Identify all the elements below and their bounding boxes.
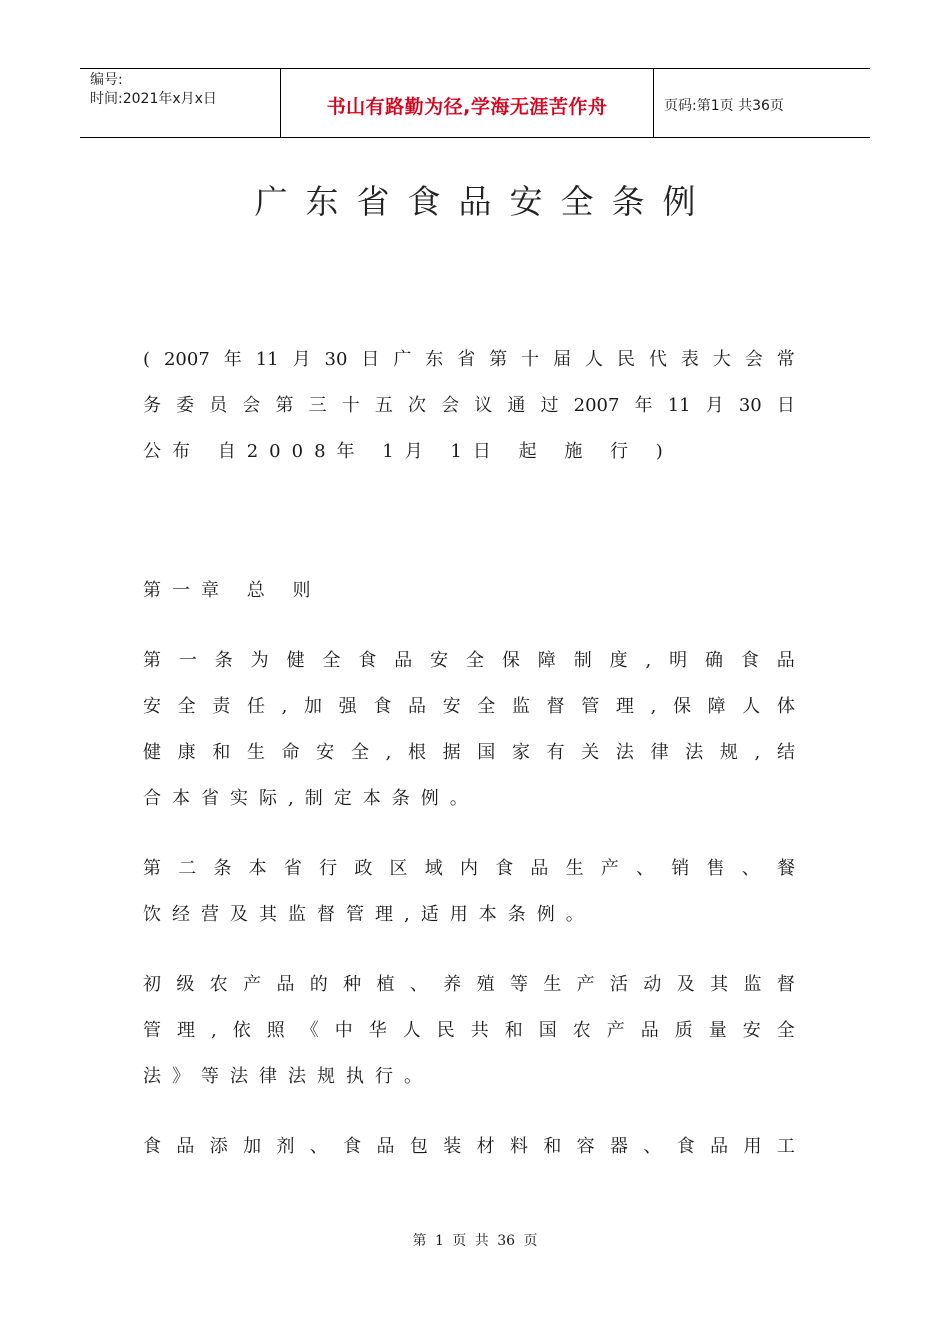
text-line: 合本省实际,制定本条例。 — [143, 788, 479, 809]
text-line: 管 理 , 依 照 《 中 华 人 民 共 和 国 农 产 品 质 量 安 全 — [143, 1020, 795, 1041]
text-line: 公布 自2008年 1月 1日 起 施 行 ) — [143, 441, 674, 462]
header-meta — [80, 69, 281, 137]
document-header — [80, 68, 870, 138]
text-line: 法》等法律法规执行。 — [143, 1066, 433, 1087]
page-footer: 第 1 页 共 36 页 — [412, 1233, 538, 1249]
text-line: ( 2007 年 11 月 30 日 广 东 省 第 十 届 人 民 代 表 大 会 常 — [143, 349, 795, 370]
text-line: 第 一 条 为 健 全 食 品 安 全 保 障 制 度 , 明 确 食 品 — [143, 650, 795, 671]
text-line: 健 康 和 生 命 安 全 , 根 据 国 家 有 关 法 律 法 规 , 结 — [143, 742, 795, 763]
text-line: 第 二 条 本 省 行 政 区 域 内 食 品 生 产 、 销 售 、 餐 — [143, 858, 795, 879]
header-page-info: 页码:第1页 共36页 — [664, 98, 784, 114]
header-time-label: 时间:2021年x月x日 — [90, 91, 217, 107]
header-motto: 书山有路勤为径,学海无涯苦作舟 — [281, 69, 654, 137]
text-line: 第一章 总 则 — [143, 580, 322, 601]
document-title: 广东省食品安全条例 — [254, 182, 714, 221]
text-line: 饮经营及其监督管理,适用本条例。 — [143, 904, 595, 925]
text-line: 务 委 员 会 第 三 十 五 次 会 议 通 过 2007 年 11 月 30 日 — [143, 395, 795, 416]
header-number-label: 编号: — [90, 72, 123, 88]
text-line: 初 级 农 产 品 的 种 植 、 养 殖 等 生 产 活 动 及 其 监 督 — [143, 974, 795, 995]
text-line: 安 全 责 任 , 加 强 食 品 安 全 监 督 管 理 , 保 障 人 体 — [143, 696, 795, 717]
text-line: 食 品 添 加 剂 、 食 品 包 装 材 料 和 容 器 、 食 品 用 工 — [143, 1136, 795, 1157]
